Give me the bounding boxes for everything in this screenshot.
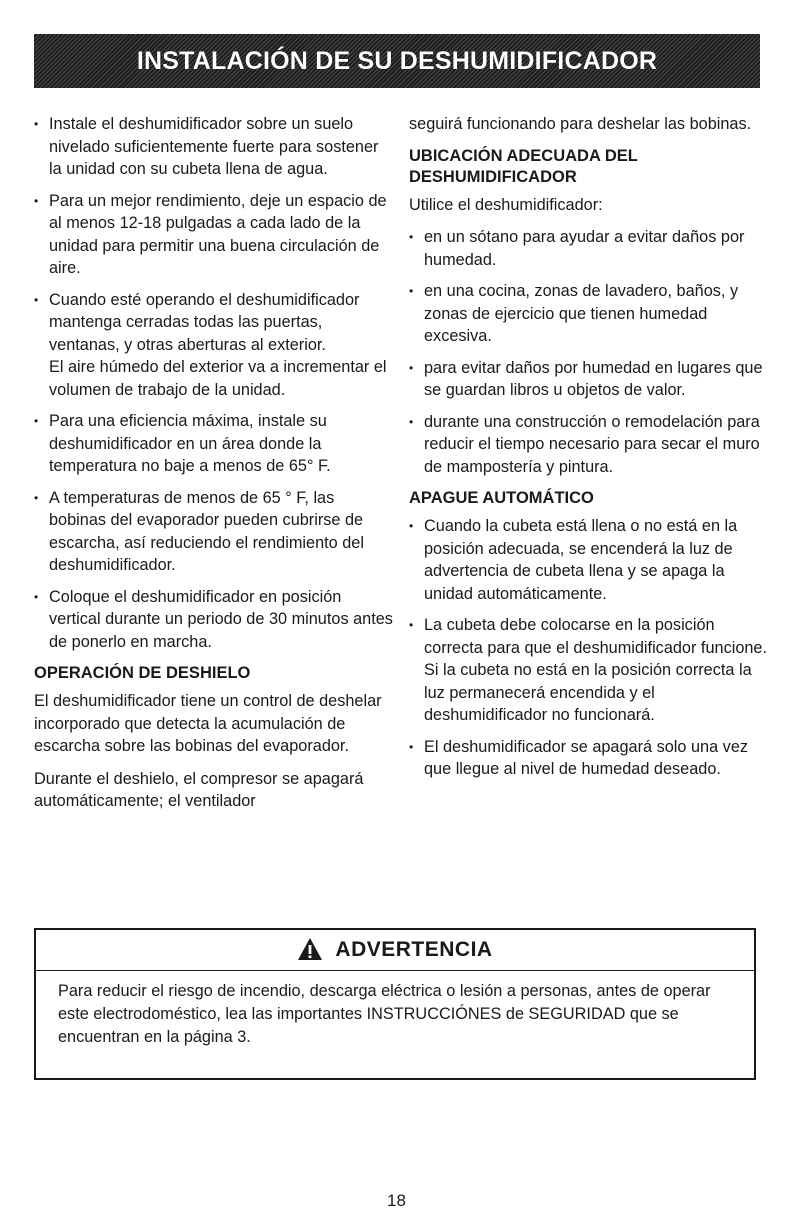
continued-paragraph: seguirá funcionando para deshelar las bobinas. — [409, 115, 752, 133]
page-number: 18 — [387, 1191, 406, 1210]
warning-box — [34, 928, 756, 1080]
installation-list — [34, 113, 394, 653]
defrost-heading: OPERACIÓN DE DESHIELO — [34, 664, 251, 682]
list-item: • Coloque el deshumidificador en posición vertical durante un periodo de 30 minutos antes de ponerlo en marcha. — [34, 586, 394, 654]
list-item: • en un sótano para ayudar a evitar daños por humedad. — [409, 226, 769, 271]
location-intro: Utilice el deshumidificador: — [409, 195, 603, 214]
defrost-paragraph: Durante el deshielo, el compresor se apagará automáticamente; el ventilador — [34, 769, 364, 810]
list-item: • Para un mejor rendimiento, deje un espacio de al menos 12-18 pulgadas a cada lado de la unidad para permitir una buena circulación de aire. — [34, 190, 394, 280]
list-item-note: El aire húmedo del exterior va a incrementar el volumen de trabajo de la unidad. — [49, 358, 387, 399]
section-banner — [34, 34, 760, 88]
right-column — [409, 113, 769, 790]
warning-triangle-icon — [297, 937, 323, 961]
list-item-text: Cuando esté operando el deshumidificador mantenga cerradas todas las puertas, ventanas, y otras aberturas al exterior. — [49, 290, 360, 354]
defrost-paragraph: El deshumidificador tiene un control de deshelar incorporado que detecta la acumulación de escarcha sobre las bobinas del evaporador. — [34, 692, 382, 755]
list-item: • Cuando la cubeta está llena o no está en la posición adecuada, se encenderá la luz de advertencia de cubeta llena y se apaga la unidad automáticamente. — [409, 515, 769, 605]
list-item: • La cubeta debe colocarse en la posición correcta para que el deshumidificador funcione. Si la cubeta no está en la posición correcta la luz permanecerá encendida y el deshumidificador no funcionará. — [409, 614, 769, 727]
warning-title: ADVERTENCIA — [335, 938, 493, 961]
list-item: • A temperaturas de menos de 65 ° F, las bobinas del evaporador pueden cubrirse de escarcha, así reduciendo el rendimiento del deshumidificador. — [34, 487, 394, 577]
list-item: • Para una eficiencia máxima, instale su deshumidificador en un área donde la temperatura no baje a menos de 65° F. — [34, 410, 394, 478]
location-heading: UBICACIÓN ADECUADA DEL DESHUMIDIFICADOR — [409, 146, 638, 186]
list-item — [34, 289, 394, 402]
auto-off-heading: APAGUE AUTOMÁTICO — [409, 489, 594, 507]
auto-off-list — [409, 515, 769, 781]
list-item: • Instale el deshumidificador sobre un suelo nivelado suficientemente fuerte para sostener la unidad con su cubeta llena de agua. — [34, 113, 394, 181]
list-item: • en una cocina, zonas de lavadero, baños, y zonas de ejercicio que tienen humedad excesiva. — [409, 280, 769, 348]
list-item: • durante una construcción o remodelación para reducir el tiempo necesario para secar el muro de mampostería y pintura. — [409, 411, 769, 479]
location-list — [409, 226, 769, 478]
section-title: INSTALACIÓN DE SU DESHUMIDIFICADOR — [136, 46, 658, 75]
list-item: • El deshumidificador se apagará solo una vez que llegue al nivel de humedad deseado. — [409, 736, 769, 781]
warning-header — [36, 930, 754, 971]
warning-text: Para reducir el riesgo de incendio, descarga eléctrica o lesión a personas, antes de operar este electrodoméstico, lea las importantes INSTRUCCIÓNES de SEGURIDAD que se encuentran en la página 3. — [58, 982, 711, 1046]
left-column — [34, 113, 394, 813]
list-item: • para evitar daños por humedad en lugares que se guardan libros u objetos de valor. — [409, 357, 769, 402]
